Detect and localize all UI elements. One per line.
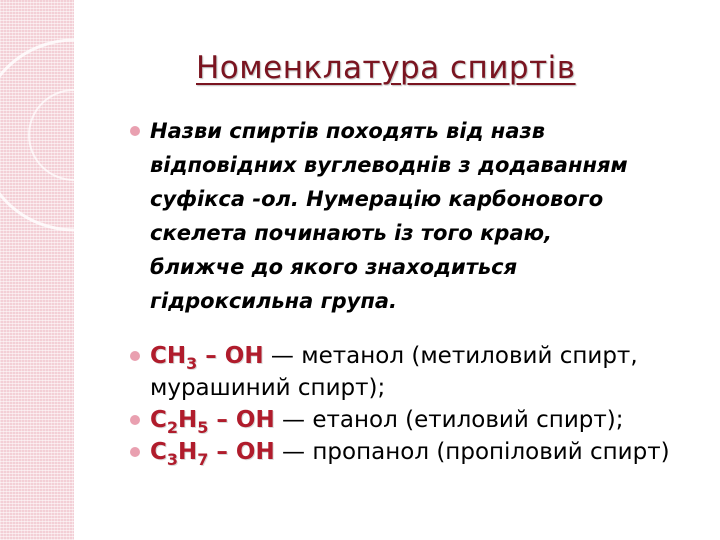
- list-item-propanol: [128, 436, 708, 468]
- list-item-ethanol: [128, 404, 708, 436]
- alcohol-name: — етанол (етиловий спирт);: [274, 407, 624, 433]
- formula-propanol: $C_3H_7$ – OH: [150, 439, 275, 469]
- alcohol-name-continued: мурашиний спирт);: [150, 375, 386, 401]
- intro-paragraph: Назви спиртів походять від назв відповідних вуглеводнів з додаванням суфікса -ол. Нумерацію карбонового скелета починають із того краю, ближче до якого знаходиться гідроксильна група.: [128, 114, 630, 318]
- formula-methanol: $CH_3$ – OH: [150, 343, 264, 373]
- bullet-list: [128, 114, 708, 468]
- decorative-arc-icon: [0, 30, 120, 250]
- formula-ethanol: $C_2H_5$ – OH: [150, 407, 275, 437]
- list-item-methanol: [128, 340, 708, 404]
- slide-title: Номенклатура спиртів: [196, 50, 576, 86]
- alcohol-name: — пропанол (пропіловий спирт): [274, 439, 670, 465]
- alcohol-name: — метанол (метиловий спирт,: [263, 343, 638, 369]
